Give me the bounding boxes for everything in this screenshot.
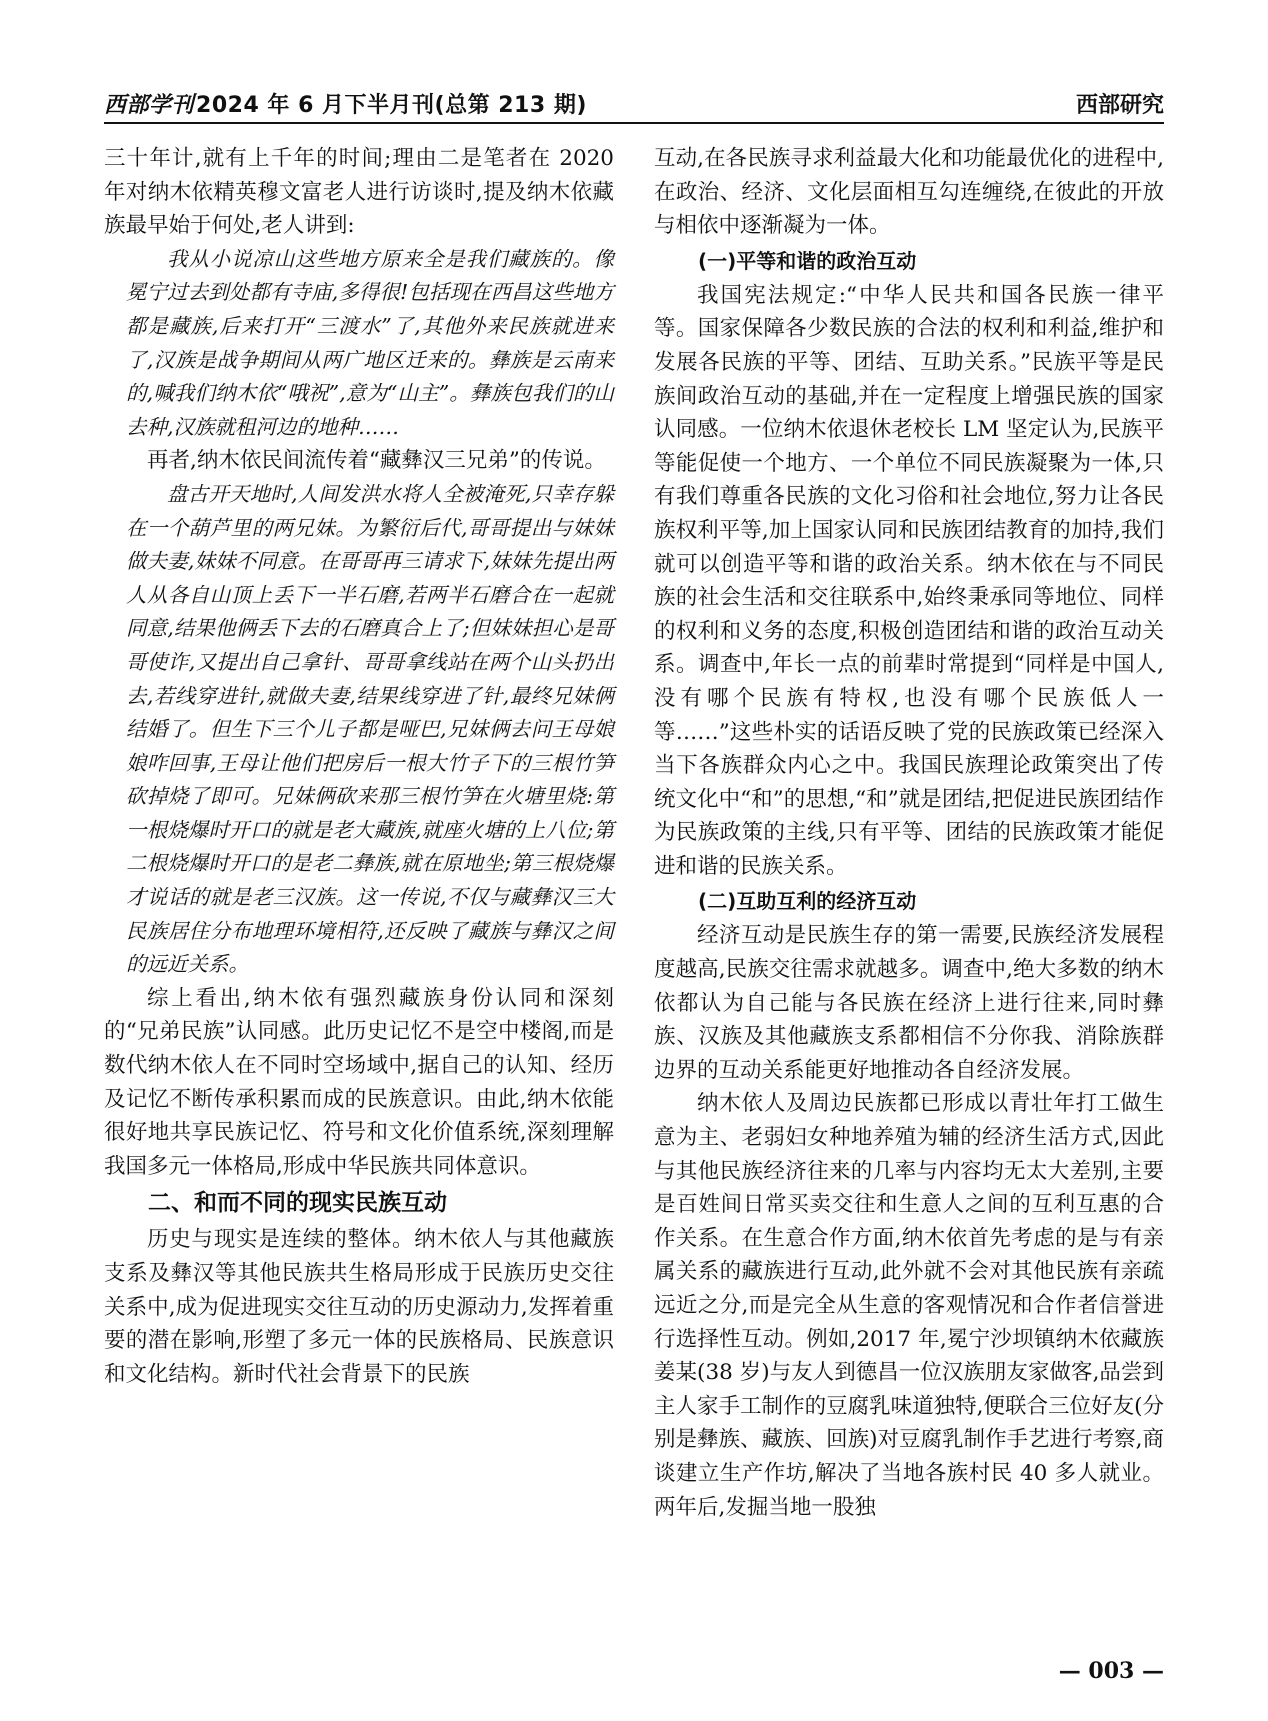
- header-rule: [104, 122, 1164, 124]
- issue-text: 2024 年 6 月下半月刊(总第 213 期): [196, 93, 587, 118]
- subsection-heading: (一)平等和谐的政治互动: [698, 248, 917, 273]
- paragraph: 再者,纳木依民间流传着“藏彝汉三兄弟”的传说。: [147, 448, 606, 474]
- subsection-heading: (二)互助互利的经济互动: [698, 889, 917, 914]
- paragraph: 纳木依人及周边民族都已形成以青壮年打工做生意为主、老弱妇女种地养殖为辅的经济生活方式,因此与其他民族经济往来的几率与内容均无太大差别,主要是百姓间日常买卖交往和生意人之间的互利互惠的合作关系。在生意合作方面,纳木依首先考虑的是与有亲属关系的藏族进行互动,此外就不会对其他民族有亲疏远近之分,而是完全从生意的客观情况和合作者信誉进行选择性互动。例如,2017 年,冕宁沙坝镇纳木依藏族姜某(38 岁)与友人到德昌一位汉族朋友家做客,品尝到主人家手工制作的豆腐乳味道独特,便联合三位好友(分别是彝族、藏族、回族)对豆腐乳制作手艺进行考察,商谈建立生产作坊,解决了当地各族村民 40 多人就业。两年后,发掘当地一股独: [654, 1091, 1164, 1520]
- section-title: 西部研究: [1075, 93, 1164, 118]
- paragraph: 综上看出,纳木依有强烈藏族身份认同和深刻的“兄弟民族”认同感。此历史记忆不是空中楼阁,而是数代纳木依人在不同时空场域中,据自己的认知、经历及记忆不断传承积累而成的民族意识。由此,纳木依能很好地共享民族记忆、符号和文化价值系统,深刻理解我国多元一体格局,形成中华民族共同体意识。: [104, 985, 614, 1179]
- left-column: [104, 142, 614, 1391]
- running-header: [104, 84, 1164, 124]
- page-number: — 003 —: [1058, 1658, 1164, 1684]
- paragraph: 互动,在各民族寻求利益最大化和功能最优化的进程中,在政治、经济、文化层面相互勾连缠绕,在彼此的开放与相依中逐渐凝为一体。: [654, 146, 1164, 239]
- journal-issue-label: [104, 88, 587, 119]
- section-heading: 二、和而不同的现实民族互动: [148, 1190, 447, 1217]
- paragraph: 历史与现实是连续的整体。纳木依人与其他藏族支系及彝汉等其他民族共生格局形成于民族历史交往关系中,成为促进现实交往互动的历史源动力,发挥着重要的潜在影响,形塑了多元一体的民族格局、民族意识和文化结构。新时代社会背景下的民族: [104, 1227, 614, 1387]
- interview-quote: 我从小说凉山这些地方原来全是我们藏族的。像冕宁过去到处都有寺庙,多得很!包括现在西昌这些地方都是藏族,后来打开“三渡水”了,其他外来民族就进来了,汉族是战争期间从两广地区迁来的。彝族是云南来的,喊我们纳木依“哦祝”,意为“山主”。彝族包我们的山去种,汉族就租河边的地种……: [126, 246, 614, 439]
- paragraph: 三十年计,就有上千年的时间;理由二是笔者在 2020 年对纳木依精英穆文富老人进行访谈时,提及纳木依藏族最早始于何处,老人讲到:: [104, 146, 614, 239]
- paragraph: 我国宪法规定:“中华人民共和国各民族一律平等。国家保障各少数民族的合法的权利和利益,维护和发展各民族的平等、团结、互助关系。”民族平等是民族间政治互动的基础,并在一定程度上增强民族的国家认同感。一位纳木依退休老校长 LM 坚定认为,民族平等能促使一个地方、一个单位不同民族凝聚为一体,只有我们尊重各民族的文化习俗和社会地位,努力让各民族权利平等,加上国家认同和民族团结教育的加持,我们就可以创造平等和谐的政治关系。纳木依在与不同民族的社会生活和交往联系中,始终秉承同等地位、同样的权利和义务的态度,积极创造团结和谐的政治互动关系。调查中,年长一点的前辈时常提到“同样是中国人,没有哪个民族有特权,也没有哪个民族低人一等……”这些朴实的话语反映了党的民族政策已经深入当下各族群众内心之中。我国民族理论政策突出了传统文化中“和”的思想,“和”就是团结,把促进民族团结作为民族政策的主线,只有平等、团结的民族政策才能促进和谐的民族关系。: [654, 282, 1164, 879]
- legend-quote: 盘古开天地时,人间发洪水将人全被淹死,只幸存躲在一个葫芦里的两兄妹。为繁衍后代,哥哥提出与妹妹做夫妻,妹妹不同意。在哥哥再三请求下,妹妹先提出两人从各自山顶上丢下一半石磨,若两半石磨合在一起就同意,结果他俩丢下去的石磨真合上了;但妹妹担心是哥哥使诈,又提出自己拿针、哥哥拿线站在两个山头扔出去,若线穿进针,就做夫妻,结果线穿进了针,最终兄妹俩结婚了。但生下三个儿子都是哑巴,兄妹俩去问王母娘娘咋回事,王母让他们把房后一根大竹子下的三根竹笋砍掉烧了即可。兄妹俩砍来那三根竹笋在火塘里烧:第一根烧爆时开口的就是老大藏族,就座火塘的上八位;第二根烧爆时开口的是老二彝族,就在原地坐;第三根烧爆才说话的就是老三汉族。这一传说,不仅与藏彝汉三大民族居住分布地理环境相符,还反映了藏族与彝汉之间的远近关系。: [126, 481, 614, 977]
- right-column: [654, 142, 1164, 1524]
- paragraph: 经济互动是民族生存的第一需要,民族经济发展程度越高,民族交往需求就越多。调查中,绝大多数的纳木依都认为自己能与各民族在经济上进行往来,同时彝族、汉族及其他藏族支系都相信不分你我、消除族群边界的互动关系能更好地推动各自经济发展。: [654, 923, 1164, 1083]
- journal-logo: 西部学刊: [104, 92, 195, 118]
